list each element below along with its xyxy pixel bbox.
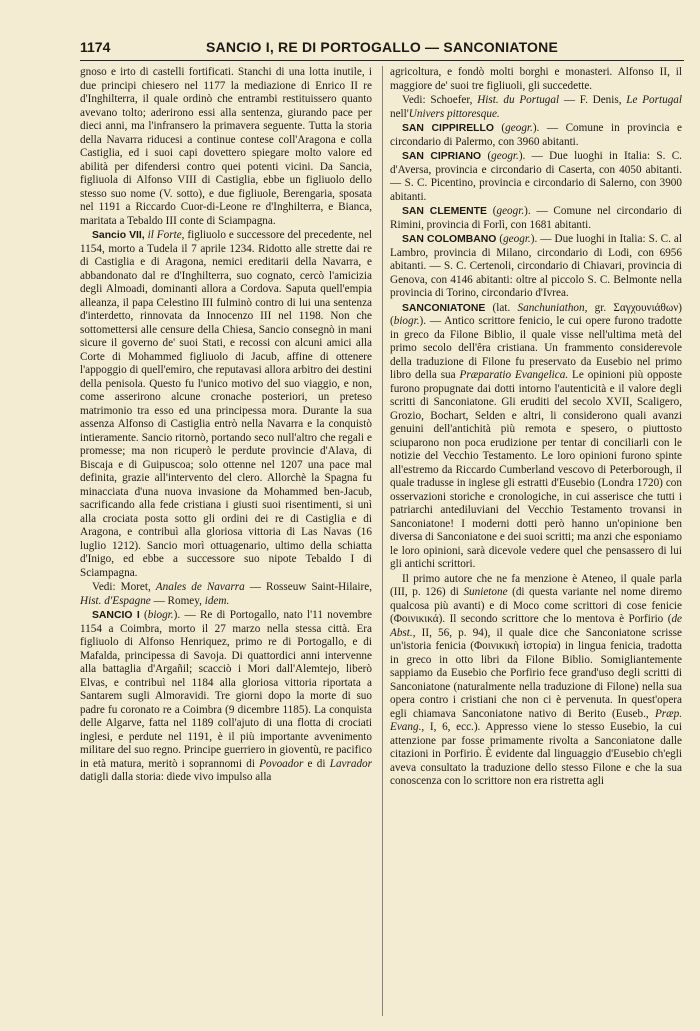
entry-sancio-i bbox=[80, 609, 372, 785]
bib-title: Univers pittoresque. bbox=[408, 107, 500, 120]
entry-headword: SAN COLOMBANO bbox=[402, 234, 497, 245]
paragraph bbox=[390, 66, 682, 93]
bib-text: — Rosseuw Saint-Hilaire, bbox=[244, 581, 372, 593]
bib-title: Le Portugal bbox=[626, 94, 682, 106]
entry-headword: SAN CLEMENTE bbox=[402, 206, 487, 217]
bib-title: idem. bbox=[204, 594, 230, 607]
bibliography bbox=[390, 94, 682, 121]
entry-text: ). — Comune nel circondario di Rimini, provincia di Forlì, con 1681 abitanti. bbox=[390, 205, 682, 231]
entry-category: geogr. bbox=[503, 233, 531, 245]
entry-category: geogr. bbox=[505, 122, 533, 134]
name-variant: Sunietone bbox=[463, 586, 508, 598]
paragraph bbox=[80, 66, 372, 228]
entry-sanconiatone bbox=[390, 302, 682, 572]
entry-text: ( bbox=[496, 233, 504, 245]
column-divider bbox=[382, 66, 383, 1016]
bib-text: Vedi: Schoefer, bbox=[402, 94, 478, 106]
running-header bbox=[80, 38, 684, 61]
right-column bbox=[390, 66, 682, 790]
work-title: Præp. Evang. bbox=[390, 707, 682, 733]
entry-san-clemente bbox=[390, 205, 682, 232]
entry-text: e di bbox=[303, 757, 330, 770]
epithet: il Forte bbox=[147, 229, 182, 241]
work-title: Præparatio Evangelica. bbox=[459, 369, 569, 381]
paragraph-text: (di questa variante nel nome diremo qualcosa più avanti) e di Moco come scrittori di cose fenicie (Φοινικικά). Il secondo scrittore che lo mentova è Porfirio ( bbox=[390, 586, 682, 625]
entry-text: ). — Due luoghi in Italia: S. C. al Lambro, provincia di Milano, circondario di Lodi, con 6956 abitanti. — S. C. Certenoli, circondario di Chiavari, provincia di Genova, con 4146 abitanti: oltre al piccolo S. C. Belmonte nella provincia di Torino, circondario d'Ivrea. bbox=[390, 233, 682, 299]
entry-san-cippirello bbox=[390, 122, 682, 149]
bib-text: — F. Denis, bbox=[559, 94, 627, 106]
left-column bbox=[80, 66, 372, 786]
entry-san-colombano bbox=[390, 233, 682, 301]
entry-category: biogr. bbox=[393, 315, 420, 327]
entry-headword: SANCONIATONE bbox=[402, 302, 486, 314]
entry-text: ). — Due luoghi in Italia: S. C. d'Aversa, provincia e circondario di Caserta, con 4050 abitanti. — S. C. Picentino, provincia e circondario di Salerno, con 3900 abitanti. bbox=[390, 150, 682, 203]
entry-text: ( bbox=[139, 609, 148, 621]
bib-text: Vedi: Moret, bbox=[92, 581, 156, 593]
entry-text: ). — Antico scrittore fenicio, le cui opere furono tradotte in greco da Filone Biblio, il quale visse nell'ultima metà del primo secolo dell'êra cristiana. Un frammento considerevole della traduzione di Filone fu preservato da Eusebio nel primo libro della sua bbox=[390, 315, 682, 381]
paragraph bbox=[390, 573, 682, 789]
page-number: 1174 bbox=[80, 39, 111, 55]
bibliography bbox=[80, 581, 372, 608]
paragraph-text: gnoso e irto di castelli fortificati. Stanchi di una lotta inutile, i due principi chiesero nel 1177 la mediazione di Enrico II re d'Inghilterra, il quale ordinò che entrambi restituissero quanto avevano tolto; aderirono essi alla sentenza, giurando pace per dieci anni, ma l'infransero la primavera seguente. Tutta la storia della Navarra riducesi a continue contese coll'Aragona e colla Castiglia, ed i suoi capi dovettero spiegare molto valore ed abilità per difendersi contro quei potenti vicini. Da Sancia, figliuola di Alfonso VIII di Castiglia, ebbe un figliuolo dello stesso suo nome (V. sotto), e due figliuole, Berengaria, sposata nel 1191 a Riccardo Cuor-di-Leone re d'Inghilterra, e Bianca, maritata a Tebaldo III conte di Sciampagna. bbox=[80, 66, 372, 227]
entry-text: , figliuolo e successore del precedente, nel 1154, morto a Tudela il 7 aprile 1234. Ridotto alle strette dai re di Castiglia e di Aragona, nemici ereditarii della Navarra, e abbandonato dal re d'Inghilterra, suo cognato, cercò l'amicizia degli Almoadi, dominanti allora a Cordova. Saputa quell'empia alleanza, il papa Celestino III fulminò contro di lui una sentenza d'interdetto, rinnovata da Innocenzo III nel 1198. Non che sottomettersi alle censure della Chiesa, Sancio consegnò in mani sicure il governo de' suoi Stati, e recossi con alcuni amici alla Corte di Mohammed figliuolo di Jacub, affine di ottenere l'appoggio di quell'emiro, che reputavasi allora arbitro dei destini della penisola. Questo fu l'unico motivo del suo viaggio, e non, come asserirono alcune cronache posteriori, un preteso matrimonio tra esso ed una principessa mora. Durante la sua assenza Alfonso di Castiglia entrò nella Navarra e la conquistò intieramente. Sancio ritornò, portando seco null'altro che regali e promesse; ma non ricuperò le perdute provincie d'Alava, di Biscaja e di Guipuscoa; solo ottenne nel 1207 una pace mal definita, grazie all'intervento del clero. Allorchè la Spagna fu minacciata d'una nuova invasione da Mohammed ben-Jacub, sacrificando alla fede cristiana i giusti suoi risentimenti, si unì alla crociata posta sotto gli ordini dei re di Castiglia e di Aragona, e contribuì alla gloriosa vittoria di Las Navas (16 luglio 1212). Sancio morì ottuagenario, ultimo della schiatta d'Inigo, ed ebbe a successore suo nipote Tebaldo I di Sciampagna. bbox=[80, 229, 373, 579]
paragraph-text: agricoltura, e fondò molti borghi e monasteri. Alfonso II, il maggiore de' suoi tre figliuoli, gli succedette. bbox=[390, 66, 682, 92]
entry-category: geogr. bbox=[491, 150, 519, 162]
entry-text: ( bbox=[481, 150, 492, 162]
entry-headword: Sancio VII, bbox=[92, 230, 145, 241]
entry-category: biogr. bbox=[147, 609, 174, 621]
bib-title: Anales de Navarra bbox=[155, 581, 245, 593]
paragraph-text: , I, 6, ecc.). Appresso viene lo stesso Eusebio, la cui attenzione par fosse primamente rivolta a Sanconiatone dalle citazioni in Porfirio. È evidente dal linguaggio d'Eusebio ch'egli aveva consultato la traduzione dello stesso Filone e che la sua conoscenza con lo scrittore non era ristretta agli bbox=[390, 721, 682, 787]
paragraph-text: Il primo autore che ne fa menzione è Ateneo, il quale parla (III, p. 126) di bbox=[390, 572, 682, 598]
entry-text: Le opinioni più opposte furono propugnate dai dotti intorno l'autenticità e il valore degli scritti di Sanconiatone. Gli eruditi del secolo XVII, Scaligero, Grozio, Bochart, Selden e altri, li considerono quali avanzi genuini dell'antichità più remota e spesero, o piuttosto sciuparono non poca erudizione per tentar di conciliarli con le notizie del Vecchio Testamento. Le loro opinioni furono spinte all'estremo da Riccardo Cumberland vescovo di Peterborough, il quale tradusse in inglese gli estratti d'Eusebio (Londra 1720) con osservazioni storiche e cronologiche, in cui asserisce che tutti i patriarchi antediluviani del Vecchio Testamento trovansi in Sanconiatone! I moderni dotti però hanno un'opinione ben diversa di Sanconiatone e dei suoi scritti; ma anzi che esponiamo le loro opinioni, sarà dicevole vedere quel che pensassero di lui gli antichi scrittori. bbox=[390, 369, 682, 570]
entry-text: ). — Comune in provincia e circondario di Palermo, con 3960 abitanti. bbox=[390, 122, 682, 148]
bib-text: nell' bbox=[390, 107, 409, 120]
entry-headword: SANCIO I bbox=[92, 610, 140, 621]
epithet: Povoador bbox=[259, 757, 304, 770]
bib-title: Hist. d'Espagne bbox=[80, 594, 151, 607]
running-title: SANCIO I, RE DI PORTOGALLO — SANCONIATONE bbox=[206, 39, 558, 55]
entry-headword: SAN CIPPIRELLO bbox=[402, 123, 494, 134]
latin-name: Sanchuniathon bbox=[517, 301, 585, 314]
entry-text: ( bbox=[493, 122, 506, 134]
bib-title: Hist. du Portugal bbox=[477, 94, 560, 106]
entry-text: (lat. bbox=[485, 301, 518, 314]
entry-text: datigli dalla storia: diede vivo impulso alla bbox=[80, 771, 272, 783]
entry-sancio-vii bbox=[80, 229, 372, 580]
entry-text: ). — Re di Portogallo, nato l'11 novembre 1154 a Coimbra, morto il 27 marzo nella stessa città. Era figliuolo di Alfonso Henriquez, primo re di Portogallo, e di Mafalda, principessa di Savoja. Di quattordici anni intervenne alla battaglia d'Argañil; scacciò i Mori dall'Alemtejo, liberò Elvas, e contribuì nel 1184 alla gloriosa vittoria riportata a Santarem sugli Almoravidi. Tre giorni dopo la morte di suo padre fu coronato re a Coimbra (9 dicembre 1185). La conquista delle Algarve, fatta nel 1189 coll'ajuto di una flotta di crociati inglesi, e perdute nel 1191, è il più importante avvenimento militare del suo regno. Principe guerriero in gioventù, re pacifico in età matura, meritò i soprannomi di bbox=[80, 609, 373, 770]
entry-san-cipriano bbox=[390, 150, 682, 204]
work-title: de Abst. bbox=[390, 613, 682, 639]
bib-text: — Romey, bbox=[150, 594, 205, 607]
epithet: Lavrador bbox=[329, 757, 373, 770]
entry-text: ( bbox=[486, 205, 497, 217]
entry-headword: SAN CIPRIANO bbox=[402, 151, 482, 162]
paragraph-text: , II, 56, p. 94), il quale dice che Sanconiatone scrisse un'istoria fenicia (Φοινικικὴ ἱστορία) in lingua fenicia, tradotta in greco in otto libri da Filone Biblio. Somigliantemente sappiamo da Eusebio che Porfirio fece grand'uso degli scritti di Sanconiatone (naturalmente nella traduzione di Filone) nella sua opera contro i cristiani che non ci è pervenuta. In quest'opera egli chiamava Sanconiatone nativo di Berito (Euseb., bbox=[390, 626, 682, 720]
entry-category: geogr. bbox=[496, 205, 525, 217]
entry-text: , gr. Σαγχουνιάθων) ( bbox=[390, 301, 682, 327]
